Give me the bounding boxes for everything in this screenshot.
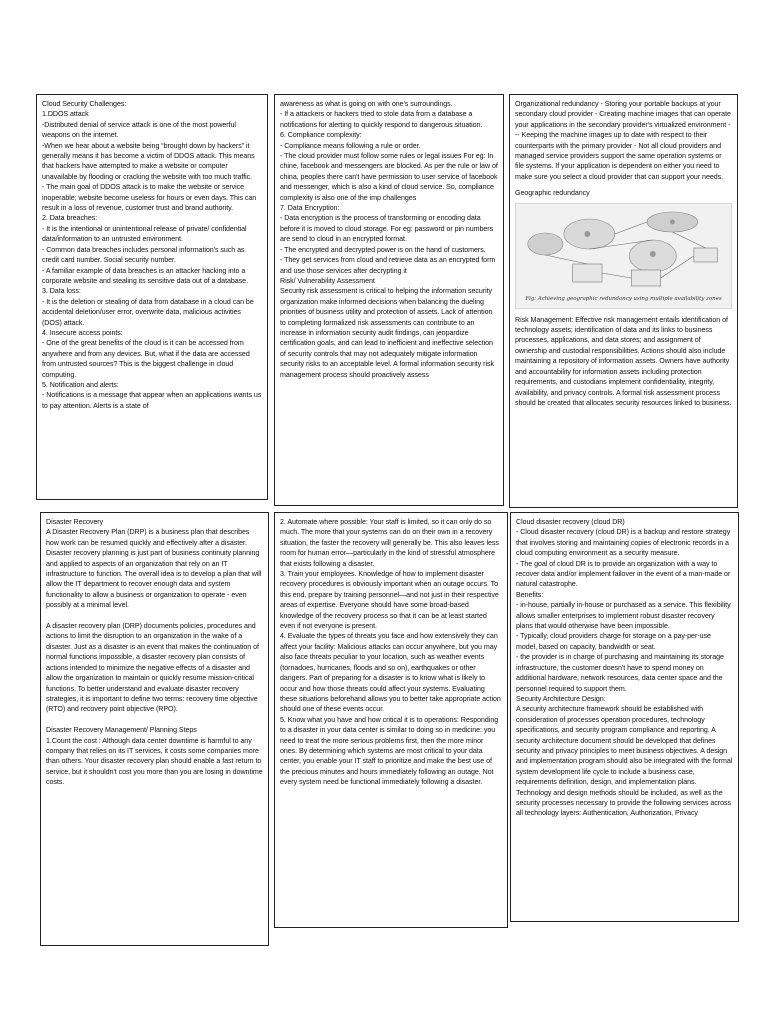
text-line: - in-house, partially in-house or purchased as a service. This flexibility allows smaller enterprises to implement robust disaster recovery plans that would otherwise have been impossible. bbox=[516, 601, 733, 631]
text-line: - The encrypted and decrypted power is on the hand of customers. bbox=[280, 245, 486, 254]
text-line: 6. Compliance complexity: bbox=[280, 131, 362, 140]
text-line: A security architecture framework should be established with consideration of processes operation procedures, technology specifications, and security program compliance and reporting. A security architecture document should be developed that defines security and privacy principles to meet business objectives. A design and implementation program should also be integrated with the formal system development life cycle to include a business case, requirements definition, design, and implementation plans. Technology and design methods should be included, as well as the security processes necessary to provide the following services across all technology layers: Authentication, Authorization, Privacy bbox=[516, 705, 735, 818]
text-line: Security risk assessment is critical to helping the information security organization make informed decisions when balancing the dueling priorities of business utility and protection of assets. Lack of attention to completing formalized risk assessments can contribute to an increase in information security audit findings, can jeopardize certification goals, and can lead to inefficient and ineffective selection of security controls that may not adequately mitigate information security risks to an acceptable level. A formal information security risk bbox=[280, 287, 495, 369]
text-line: - Typically, cloud providers charge for storage on a pay-per-use model, based on capacity, bandwidth or seat. bbox=[516, 632, 713, 651]
text-block bbox=[46, 517, 263, 788]
text-line: - A familiar example of data breaches is an attacker hacking into a corporate website and stealing its sensitive data out of a database. bbox=[42, 266, 248, 285]
text-line: - It is the deletion or stealing of data from database in a cloud can be accidental deletion/user error, overwrite data, malicious activities (DOS) attack. bbox=[42, 297, 256, 327]
text-line: Cloud Security Challenges: bbox=[42, 100, 127, 108]
text-line: 2. Automate where possible: Your staff is limited, so it can only do so much. The more that your systems can do on their own in a recovery situation, the faster the recovery will generally be. This also leaves less room for human error—particularly in the kind of stressful atmosphere that exists following a disaster. bbox=[280, 518, 501, 568]
text-line: - The goal of cloud DR is to provide an organization with a way to recover data and/or implement failover in the event of a man-made or natural catastrophe. bbox=[516, 559, 733, 589]
panel-compliance-encryption-risk bbox=[274, 94, 504, 506]
text-line: 7. Data Encryption: bbox=[280, 204, 340, 213]
text-line: - Compliance means following a rule or order. bbox=[280, 141, 421, 150]
text-line: 2. Data breaches: bbox=[42, 214, 98, 223]
text-line: - The cloud provider must follow some rules or legal issues For eg: In chine, facebook and messengers are blocked. As per the rule or law of china, peoples there can't have permission to user service of facebook and messenger, which is also a kind of cloud service. So, compliance complexity is also one of the imp challenges bbox=[280, 152, 500, 202]
text-line: Organizational redundancy - Storing your portable backups at your secondary cloud provider - Creating machine images that can operate your applications in the secondary provider's virtualized environment --- Keeping the machine images up to date with respect to their counterparts with the primary provider - Not all cloud providers and managed service providers support the same operation systems or file systems. If your application is dependent on either you need to make sure you select a cloud provider that can support your needs. bbox=[515, 100, 733, 181]
text-block bbox=[42, 99, 262, 411]
org-redundancy-text bbox=[515, 99, 732, 182]
text-line: Security Architecture Design: bbox=[516, 694, 606, 703]
text-line: - Cloud disaster recovery (cloud DR) is a backup and restore strategy that involves storing and maintaining copies of electronic records in a cloud computing environment as a security measure. bbox=[516, 528, 733, 558]
text-line: Cloud disaster recovery (cloud DR) bbox=[516, 518, 625, 526]
text-line: -Distributed denial of service attack is one of the most powerful weapons on the internet. bbox=[42, 120, 238, 140]
text-line: Disaster Recovery bbox=[46, 518, 104, 526]
figure-caption: Fig: Achieving geographic redundancy using multiple availability zones bbox=[525, 296, 722, 303]
text-line: 1.DDOS attack bbox=[42, 110, 89, 119]
text-line: - The main goal of DDOS attack is to make the website or service inoperable; website become useless for hours or even days. This can result in a loss of revenue, customer trust and brand authority. bbox=[42, 183, 259, 213]
text-line: 4. Evaluate the types of threats you face and how extensively they can affect your facility: Malicious attacks can occur anywhere, but you may also face threats peculiar to your location, such as weather events (tornadoes, hurricanes, floods and so on), earthquakes or other dangers. Part of preparing for a disaster is to know what is likely to occur and how those threats could affect your systems. Evaluating these situations beforehand allows you to better take appropriate action should one of these events occur. bbox=[280, 632, 503, 714]
text-line: Risk Management: Effective risk management entails identification of technology assets; identification of data and its links to business processes, applications, and data stores; and assignment of ownership and custodial responsibilities. Actions should also include maintaining a repository of information assets. Owners have authority and accountability for information assets including protection requirements, and custodians implement confidentiality, integrity, availability, and privacy controls. A formal risk assessment process should be created that allocates security resources linked to business. bbox=[515, 315, 732, 407]
text-line: 4. Insecure access points: bbox=[42, 328, 123, 337]
text-line: - It is the intentional or unintentional release of private/ confidential data/information to an untrusted environment. bbox=[42, 224, 249, 244]
panel-cloud-dr-architecture bbox=[510, 512, 739, 922]
text-line: Benefits: bbox=[516, 590, 544, 599]
text-line: - One of the great benefits of the cloud is it can be accessed from anywhere and from any devices. But, what if the data are accessed from untrusted sources? This is the biggest challenge in cloud computing. bbox=[42, 339, 252, 379]
text-block bbox=[280, 517, 502, 788]
text-line: 3. Data loss: bbox=[42, 287, 81, 296]
text-line: 5. Notification and alerts: bbox=[42, 380, 119, 389]
text-line: A Disaster Recovery Plan (DRP) is a business plan that describes how work can be resumed quickly and effectively after a disaster. Disaster recovery planning is just part of business continuity planning and applied to aspects of an organization that rely on an IT infrastructure to function. The overall idea is to develop a plan that will allow the IT department to recover enough data and system functionality to allow a business or organization to operate - even possibly at a minimal level. bbox=[46, 528, 264, 610]
panel-disaster-recovery bbox=[40, 512, 269, 946]
text-line: - Common data breaches includes personal information's such as credit card number. Social security number. bbox=[42, 245, 247, 265]
text-line: - Notifications is a message that appear when an applications wants us to pay attention. Alerts is a state of bbox=[42, 391, 264, 410]
text-line: -When we hear about a website being “brought down by hackers” it generally means it has become a victim of DDOS attack. This means that hackers have attempted to make a website or computer unavailable by flooding or cracking the website with too much traffic. bbox=[42, 141, 257, 181]
text-line: 5. Know what you have and how critical it is to operations: Responding to a disaster in your data center is similar to doing so in medicine: you need to treat the more serious problems first, then the more minor ones. By determining which systems are most critical to your data center, you enable your IT staff to prioritize and make the best use of the precious minutes and hours immediately following an outage. Not every system need be functional immediately following a disaster. bbox=[280, 715, 501, 787]
text-line bbox=[46, 715, 263, 725]
text-line: - They get services from cloud and retrieve data as an encrypted form and use those services after decrypting it bbox=[280, 256, 498, 275]
text-line bbox=[46, 611, 263, 621]
text-line: 3. Train your employees. Knowledge of how to implement disaster recovery procedures is obviously important when an outage occurs. To this end, prepare by training personnel—and not just in their respective areas of expertise. Everyone should have some broad-based knowledge of the recovery process so that it can be at least started even if not everyone is present. bbox=[280, 570, 501, 631]
text-line: management process should proactively assess bbox=[280, 370, 429, 379]
text-line: Disaster Recovery Management/ Planning Steps bbox=[46, 726, 197, 735]
geo-redundancy-heading: Geographic redundancy bbox=[515, 189, 590, 198]
network-diagram-icon bbox=[516, 204, 731, 308]
text-block bbox=[516, 517, 733, 819]
text-line: awareness as what is going on with one's surroundings. bbox=[280, 100, 453, 108]
text-block bbox=[280, 99, 498, 380]
panel-cloud-security-challenges bbox=[36, 94, 268, 500]
panel-recovery-steps bbox=[274, 512, 508, 928]
text-line: A disaster recovery plan (DRP) documents policies, procedures and actions to limit the disruption to an organization in the wake of a disaster. Just as a disaster is an event that makes the continuation of normal functions impossible, a disaster recovery plan consists of actions intended to minimize the negative effects of a disaster and allow the organization to maintain or quickly resume mission-critical functions. To better understand and evaluate disaster recovery strategies, it is important to define two terms: recovery time objective (RTO) and recovery point objective (RPO). bbox=[46, 622, 261, 714]
risk-management-text bbox=[515, 315, 732, 409]
text-line: 1.Count the cost : Although data center downtime is harmful to any company that relies on its IT services, it costs some companies more than others. Your disaster recovery plan should enable a fast return to service, but it shouldn't cost you more than you are losing in downtime costs. bbox=[46, 736, 265, 787]
panel-redundancy-risk-management bbox=[509, 94, 738, 508]
geo-redundancy-figure bbox=[515, 203, 732, 309]
text-line: Risk/ Vulnerability Assessment bbox=[280, 276, 375, 285]
text-line: - If a attackers or hackers tried to stole data from a database a notifications for alerting to quickly respond to dangerous situation. bbox=[280, 110, 483, 129]
text-line: - the provider is in charge of purchasing and maintaining its storage infrastructure, the customer doesn't have to spend money on additional hardware, network resources, data center space and the personnel required to support them. bbox=[516, 653, 726, 693]
text-line: - Data encryption is the process of transforming or encoding data before it is moved to cloud storage. For eg: password or pin numbers are send to cloud in an encrypted format. bbox=[280, 214, 495, 244]
